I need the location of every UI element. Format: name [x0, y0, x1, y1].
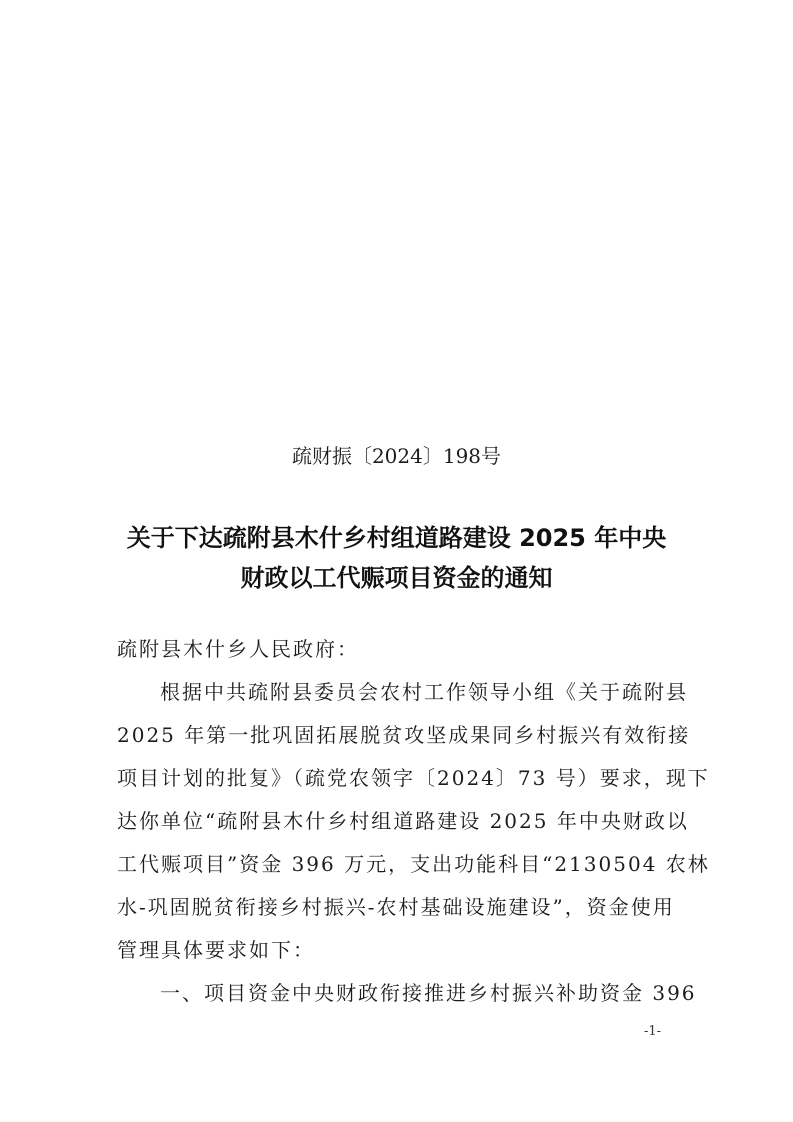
- document-body: [117, 628, 710, 1015]
- document-number: 疏财振〔2024〕198号: [291, 444, 502, 468]
- body-line: 2025 年第一批巩固拓展脱贫攻坚成果同乡村振兴有效衔接: [117, 723, 691, 747]
- page-number: -1-: [644, 1024, 662, 1039]
- title-line-2: 财政以工代赈项目资金的通知: [240, 564, 553, 592]
- addressee: 疏附县木什乡人民政府：: [117, 637, 359, 661]
- body-line: 管理具体要求如下：: [117, 938, 315, 962]
- body-line: 工代赈项目”资金 396 万元，支出功能科目“2130504 农林: [117, 852, 710, 876]
- body-line: 根据中共疏附县委员会农村工作领导小组《关于疏附县: [160, 680, 688, 704]
- title-line-1: 关于下达疏附县木什乡村组道路建设 2025 年中央: [126, 524, 667, 552]
- section-heading-line: 一、项目资金中央财政衔接推进乡村振兴补助资金 396: [160, 981, 697, 1005]
- document-title: [100, 518, 693, 598]
- body-line: 达你单位“疏附县木什乡村组道路建设 2025 年中央财政以: [117, 809, 689, 833]
- body-line: 水-巩固脱贫衔接乡村振兴-农村基础设施建设”，资金使用: [117, 895, 675, 919]
- body-line: 项目计划的批复》（疏党农领字〔2024〕73 号）要求，现下: [117, 766, 710, 790]
